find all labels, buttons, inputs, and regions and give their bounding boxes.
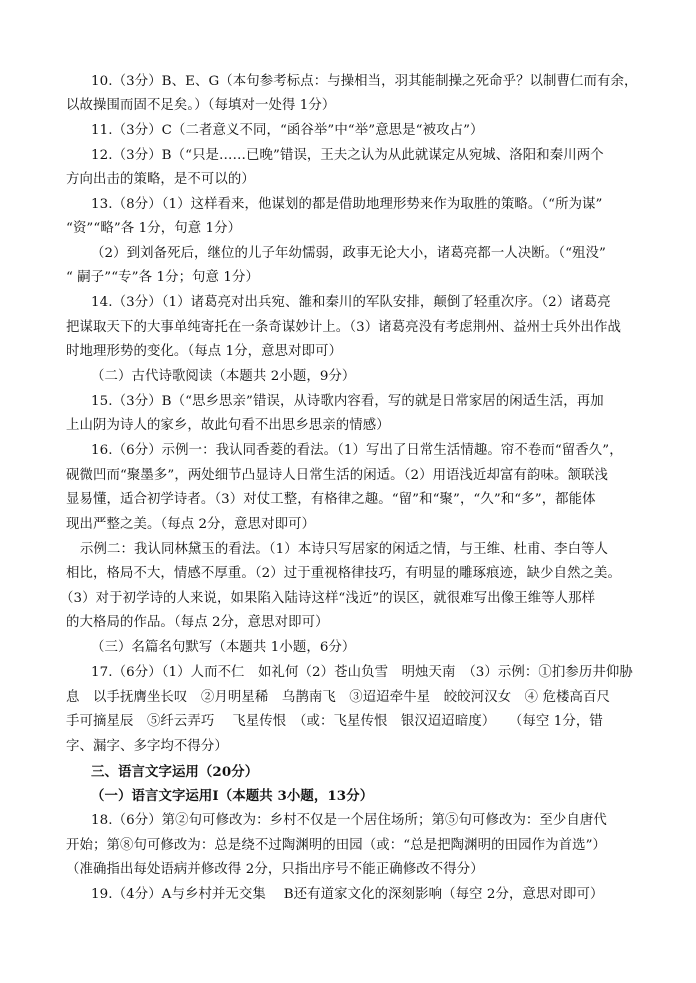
- line-q14-a: 14.（3分）（1）诸葛亮对出兵宛、雒和秦川的军队安排，颠倒了轻重次序。（2）诸葛亮: [91, 295, 611, 310]
- line-q17-a: 17.（6分）（1）人而不仁 如礼何（2）苍山负雪 明烛天南 （3）示例：①扪参历井仰胁: [91, 665, 633, 680]
- line-q16-g: （3）对于初学诗的人来说，如果陷入陆诗这样“浅近”的误区，就很难写出像王维等人那样: [60, 591, 596, 606]
- line-q16-a: 16.（6分）示例一：我认同香菱的看法。（1）写出了日常生活情趣。帘不卷而“留香久”，: [91, 443, 623, 458]
- line-q11: 11.（3分）C（二者意义不同，“函谷举”中“举”意思是“被攻占”）: [91, 123, 484, 138]
- line-q17-d: 字、漏字、多字均不得分）: [66, 739, 228, 754]
- section-memorization-heading: （三）名篇名句默写（本题共 1小题，6分）: [91, 640, 356, 655]
- line-q10-b: 以故操围而固不足矣。）（每填对一处得 1分）: [66, 98, 336, 113]
- line-q15-a: 15.（3分）B（“思乡思亲”错误，从诗歌内容看，写的就是日常家居的闲适生活，再加: [91, 394, 604, 409]
- line-q13-c: （2）到刘备死后，继位的儿子年幼懦弱，政事无论大小，诸葛亮都一人决断。（“殂没”: [91, 246, 606, 261]
- line-q17-c: 手可摘星辰 ⑤纤云弄巧 飞星传恨 （或：飞星传恨 银汉迢迢暗度） （每空 1分，错: [66, 714, 603, 729]
- line-q16-f: 相比，格局不大，情感不厚重。（2）过于重视格律技巧，有明显的雕琢痕迹，缺少自然之美。: [66, 566, 622, 581]
- line-q16-h: 的大格局的作品。（每点 2分，意思对即可）: [66, 615, 329, 630]
- line-q18-c: （准确指出每处语病并修改得 2分，只指出序号不能正确修改不得分）: [66, 862, 484, 877]
- line-q16-e: 示例二：我认同林黛玉的看法。（1）本诗只写居家的闲适之情，与王维、杜甫、李白等人: [80, 542, 609, 557]
- line-q10-a: 10.（3分）B、E、G（本句参考标点：与操相当，羽其能制操之死命乎？以制曹仁而有余，: [91, 74, 638, 89]
- line-q15-b: 上山阴为诗人的家乡，故此句看不出思乡思亲的情感）: [66, 418, 390, 433]
- line-q13-a: 13.（8分）（1）这样看来，他谋划的都是借助地理形势来作为取胜的策略。（“所为谋”: [91, 197, 603, 212]
- line-q18-a: 18.（6分）第②句可修改为：乡村不仅是一个居住场所；第⑤句可修改为：至少自唐代: [91, 813, 607, 828]
- line-q12-b: 方向出击的策略，是不可以的）: [66, 172, 255, 187]
- line-q17-b: 息 以手抚膺坐长叹 ②月明星稀 乌鹊南飞 ③迢迢牵牛星 皎皎河汉女 ④ 危楼高百尺: [66, 690, 610, 705]
- line-q16-b: 砚微凹而“聚墨多”，两处细节凸显诗人日常生活的闲适。（2）用语浅近却富有韵味。颔联浅: [66, 468, 608, 483]
- subsection-language-1-heading: （一）语言文字运用Ⅰ（本题共 3小题，13分）: [91, 788, 374, 804]
- section-poetry-heading: （二）古代诗歌阅读（本题共 2小题，9分）: [91, 369, 356, 384]
- line-q16-c: 显易懂，适合初学诗者。（3）对仗工整，有格律之趣。“留”和“聚”，“久”和“多”，都能体: [66, 492, 596, 507]
- line-q13-d: “ 嗣子”“专”各 1分；句意 1分）: [66, 270, 259, 285]
- line-q18-b: 开始；第⑧句可修改为：总是绕不过陶渊明的田园（或：“总是把陶渊明的田园作为首选”）: [66, 838, 607, 853]
- line-q19: 19.（4分）A与乡村并无交集 B还有道家文化的深刻影响（每空 2分，意思对即可）: [91, 887, 604, 902]
- line-q16-d: 现出严整之美。（每点 2分，意思对即可）: [66, 517, 316, 532]
- section-language-heading: 三、语言文字运用（20分）: [91, 764, 259, 780]
- line-q12-a: 12.（3分）B（“只是……已晚”错误，王夫之认为从此就谋定从宛城、洛阳和秦川两个: [91, 148, 604, 163]
- line-q14-b: 把谋取天下的大事单纯寄托在一条奇谋妙计上。（3）诸葛亮没有考虑荆州、益州士兵外出作战: [66, 320, 622, 335]
- line-q13-b: “资”“略”各 1分，句意 1分）: [66, 221, 242, 236]
- line-q14-c: 时地理形势的变化。（每点 1分，意思对即可）: [66, 344, 343, 359]
